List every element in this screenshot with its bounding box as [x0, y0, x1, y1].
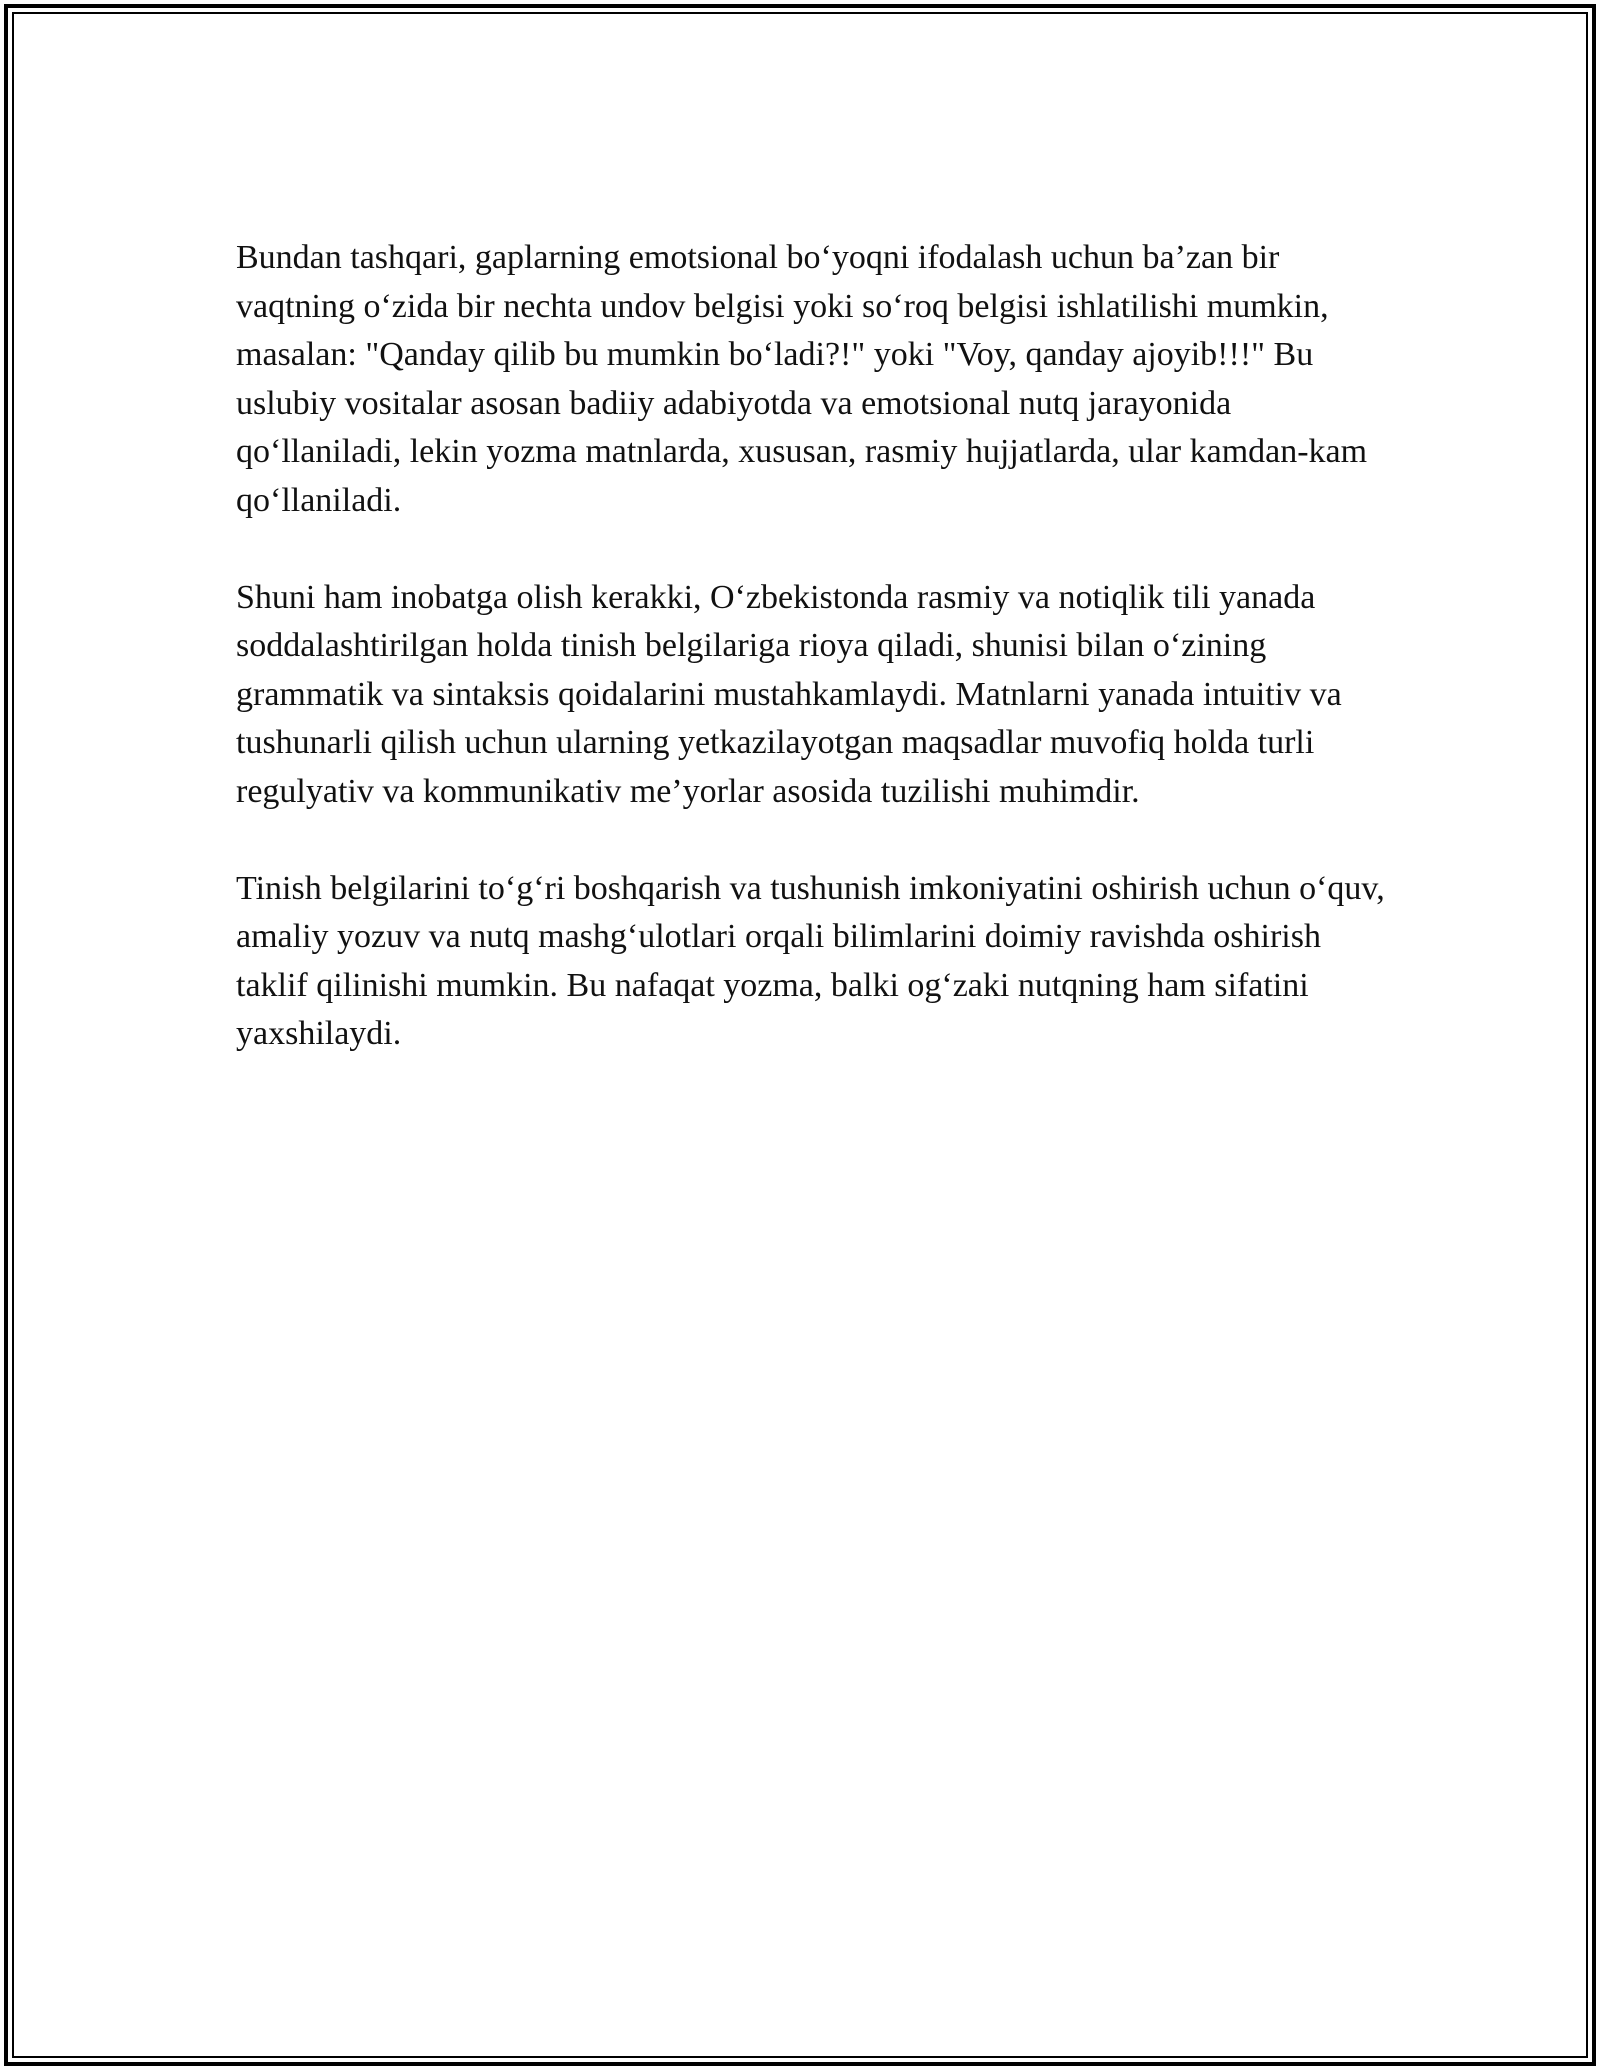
document-body — [236, 234, 1386, 1107]
paragraph-1: Bundan tashqari, gaplarning emotsional bo‘yoqni ifodalash uchun ba’zan bir vaqtning o‘zida bir nechta undov belgisi yoki so‘roq belgisi ishlatilishi mumkin, masalan: "Qanday qilib bu mumkin bo‘ladi?!" yoki "Voy, qanday ajoyib!!!" Bu uslubiy vositalar asosan badiiy adabiyotda va emotsional nutq jarayonida qo‘llaniladi, lekin yozma matnlarda, xususan, rasmiy hujjatlarda, ular kamdan-kam qo‘llaniladi. — [236, 239, 1368, 519]
paragraph-2: Shuni ham inobatga olish kerakki, O‘zbekistonda rasmiy va notiqlik tili yanada soddalashtirilgan holda tinish belgilariga rioya qiladi, shunisi bilan o‘zining grammatik va sintaksis qoidalarini mustahkamlaydi. Matnlarni yanada intuitiv va tushunarli qilish uchun ularning yetkazilayotgan maqsadlar muvofiq holda turli regulyativ va kommunikativ me’yorlar asosida tuzilishi muhimdir. — [236, 578, 1342, 810]
paragraph-3: Tinish belgilarini to‘g‘ri boshqarish va tushunish imkoniyatini oshirish uchun o‘quv, amaliy yozuv va nutq mashg‘ulotlari orqali bilimlarini doimiy ravishda oshirish taklif qilinishi mumkin. Bu nafaqat yozma, balki og‘zaki nutqning ham sifatini yaxshilaydi. — [236, 869, 1385, 1052]
